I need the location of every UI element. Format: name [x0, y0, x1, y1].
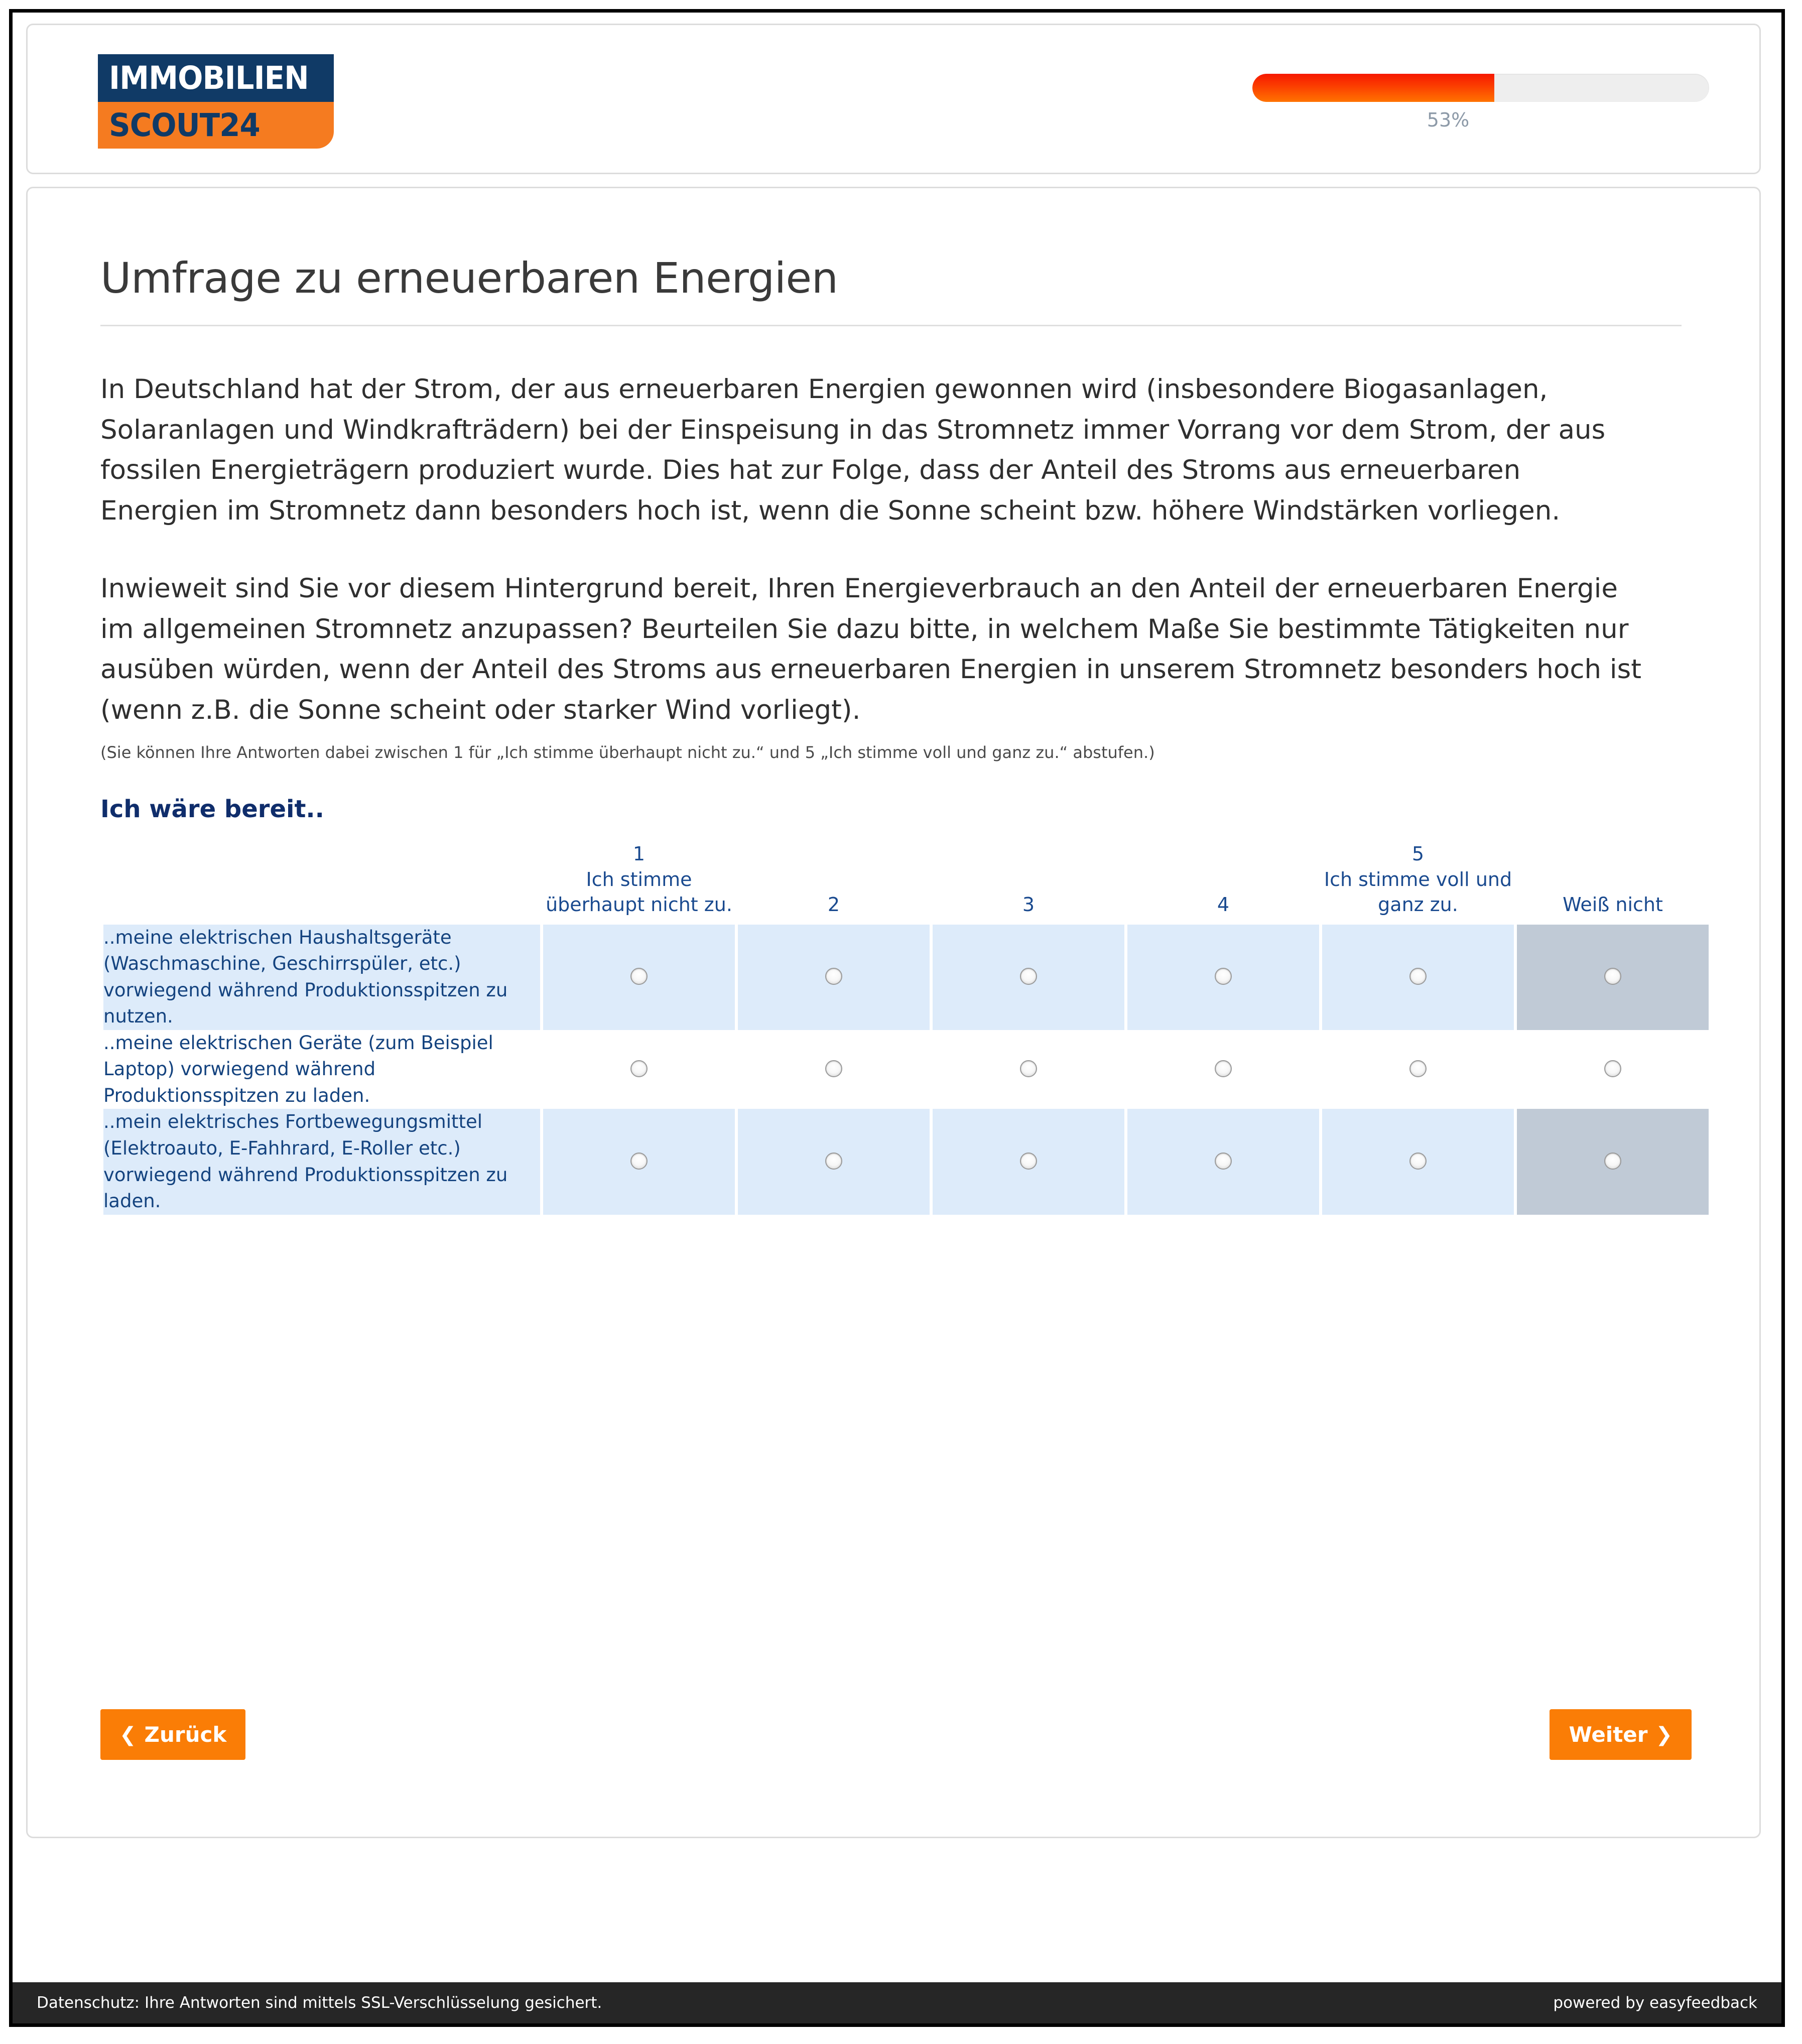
matrix-cell-r2-c3[interactable] — [933, 1030, 1124, 1109]
matrix-corner-cell — [103, 841, 540, 925]
radio-button-r2-c6[interactable] — [1604, 1060, 1621, 1077]
powered-by-label: powered by easyfeedback — [1553, 1994, 1757, 2012]
matrix-cell-r3-c4[interactable] — [1127, 1109, 1319, 1214]
radio-button-r2-c4[interactable] — [1215, 1060, 1232, 1077]
radio-button-r3-c1[interactable] — [630, 1153, 648, 1170]
matrix-column-number: 4 — [1217, 893, 1230, 916]
matrix-cell-r1-c1[interactable] — [543, 925, 735, 1030]
matrix-column-caption: Weiß nicht — [1563, 893, 1663, 916]
matrix-cell-r1-c2[interactable] — [738, 925, 930, 1030]
matrix-cell-r2-c1[interactable] — [543, 1030, 735, 1109]
logo-top-text: IMMOBILIEN — [109, 60, 309, 96]
radio-button-r2-c3[interactable] — [1020, 1060, 1037, 1077]
matrix-column-number: 5 — [1411, 843, 1425, 865]
progress-indicator — [1252, 74, 1709, 131]
radio-button-r3-c3[interactable] — [1020, 1153, 1037, 1170]
progress-fill — [1252, 74, 1494, 102]
matrix-column-caption: Ich stimme voll und ganz zu. — [1324, 868, 1512, 916]
scale-hint-text: (Sie können Ihre Antworten dabei zwischen 1 für „Ich stimme überhaupt nicht zu.“ und 5 „Ich stimme voll und ganz zu.“ abstufen.) — [100, 743, 1155, 762]
matrix-cell-r3-c1[interactable] — [543, 1109, 735, 1214]
page-title: Umfrage zu erneuerbaren Energien — [100, 253, 838, 303]
matrix-cell-r1-c4[interactable] — [1127, 925, 1319, 1030]
matrix-column-header-3 — [933, 841, 1124, 925]
next-button[interactable] — [1550, 1709, 1692, 1760]
matrix-row — [103, 1030, 1709, 1109]
matrix-column-caption: Ich stimme überhaupt nicht zu. — [546, 868, 732, 916]
radio-button-r3-c2[interactable] — [825, 1153, 842, 1170]
logo-top-band — [98, 54, 334, 102]
chevron-right-icon: ❯ — [1655, 1723, 1672, 1746]
logo-bottom-band — [98, 102, 334, 149]
radio-button-r1-c2[interactable] — [825, 968, 842, 985]
survey-page-frame — [9, 9, 1785, 2027]
matrix-cell-r3-c6[interactable] — [1517, 1109, 1709, 1214]
matrix-column-number: 1 — [632, 843, 646, 865]
matrix-cell-r3-c3[interactable] — [933, 1109, 1124, 1214]
radio-button-r1-c6[interactable] — [1604, 968, 1621, 985]
radio-button-r3-c4[interactable] — [1215, 1153, 1232, 1170]
matrix-cell-r2-c5[interactable] — [1322, 1030, 1514, 1109]
matrix-column-header-6 — [1517, 841, 1709, 925]
matrix-header — [103, 841, 1709, 925]
navigation-row — [100, 1709, 1692, 1769]
radio-button-r3-c6[interactable] — [1604, 1153, 1621, 1170]
header-card — [26, 24, 1761, 174]
radio-button-r3-c5[interactable] — [1409, 1153, 1427, 1170]
matrix-cell-r3-c2[interactable] — [738, 1109, 930, 1214]
radio-button-r2-c2[interactable] — [825, 1060, 842, 1077]
matrix-row-label: ..meine elektrischen Geräte (zum Beispiel Laptop) vorwiegend während Produktionsspitzen zu laden. — [103, 1030, 540, 1109]
page-footer — [13, 1982, 1781, 2023]
matrix-heading: Ich wäre bereit.. — [100, 795, 324, 824]
matrix-row-label: ..meine elektrischen Haushaltsgeräte (Waschmaschine, Geschirrspüler, etc.) vorwiegend während Produktionsspitzen zu nutzen. — [103, 925, 540, 1030]
question-paragraph: Inwieweit sind Sie vor diesem Hintergrund bereit, Ihren Energieverbrauch an den Anteil der erneuerbaren Energie im allgemeinen Stromnetz anzupassen? Beurteilen Sie dazu bitte, in welchem Maße Sie bestimmte Tätigkeiten nur ausüben würden, wenn der Anteil des Stroms aus erneuerbaren Energien in unserem Stromnetz besonders hoch ist (wenn z.B. die Sonne scheint oder starker Wind vorliegt). — [100, 573, 1642, 725]
matrix-column-number: 3 — [1022, 893, 1035, 916]
survey-main-card — [26, 187, 1761, 1838]
survey-content — [100, 253, 1692, 1215]
matrix-column-header-1 — [543, 841, 735, 925]
matrix-row — [103, 1109, 1709, 1214]
logo-bottom-text: SCOUT24 — [109, 107, 260, 144]
chevron-left-icon: ❮ — [119, 1723, 137, 1746]
radio-button-r1-c3[interactable] — [1020, 968, 1037, 985]
radio-button-r2-c1[interactable] — [630, 1060, 648, 1077]
next-button-label: Weiter — [1569, 1722, 1648, 1747]
matrix-cell-r1-c3[interactable] — [933, 925, 1124, 1030]
radio-button-r1-c5[interactable] — [1409, 968, 1427, 985]
matrix-cell-r1-c6[interactable] — [1517, 925, 1709, 1030]
progress-track — [1252, 74, 1709, 102]
privacy-notice: Datenschutz: Ihre Antworten sind mittels SSL-Verschlüsselung gesichert. — [37, 1994, 602, 2012]
matrix-body — [103, 925, 1709, 1215]
matrix-column-header-4 — [1127, 841, 1319, 925]
matrix-cell-r2-c6[interactable] — [1517, 1030, 1709, 1109]
title-divider — [100, 325, 1682, 326]
matrix-column-header-2 — [738, 841, 930, 925]
intro-paragraph: In Deutschland hat der Strom, der aus erneuerbaren Energien gewonnen wird (insbesondere Biogasanlagen, Solaranlagen und Windkrafträdern) bei der Einspeisung in das Stromnetz immer Vorrang vor dem Strom, der aus fossilen Energieträgern produziert wurde. Dies hat zur Folge, dass der Anteil des Stroms aus erneuerbaren Energien im Stromnetz dann besonders hoch ist, wenn die Sonne scheint bzw. höhere Windstärken vorliegen. — [100, 374, 1606, 526]
immobilienscout24-logo — [98, 54, 334, 149]
radio-button-r2-c5[interactable] — [1409, 1060, 1427, 1077]
matrix-row — [103, 925, 1709, 1030]
back-button-label: Zurück — [144, 1722, 227, 1747]
matrix-header-row — [103, 841, 1709, 925]
radio-button-r1-c1[interactable] — [630, 968, 648, 985]
matrix-cell-r1-c5[interactable] — [1322, 925, 1514, 1030]
matrix-cell-r2-c2[interactable] — [738, 1030, 930, 1109]
matrix-row-label: ..mein elektrisches Fortbewegungsmittel (Elektroauto, E-Fahhrard, E-Roller etc.) vorwiegend während Produktionsspitzen zu laden. — [103, 1109, 540, 1214]
rating-matrix-table — [100, 841, 1712, 1214]
matrix-cell-r3-c5[interactable] — [1322, 1109, 1514, 1214]
matrix-column-header-5 — [1322, 841, 1514, 925]
back-button[interactable] — [100, 1709, 245, 1760]
matrix-column-number: 2 — [827, 893, 840, 916]
matrix-cell-r2-c4[interactable] — [1127, 1030, 1319, 1109]
progress-percent-label: 53% — [1427, 109, 1470, 131]
radio-button-r1-c4[interactable] — [1215, 968, 1232, 985]
